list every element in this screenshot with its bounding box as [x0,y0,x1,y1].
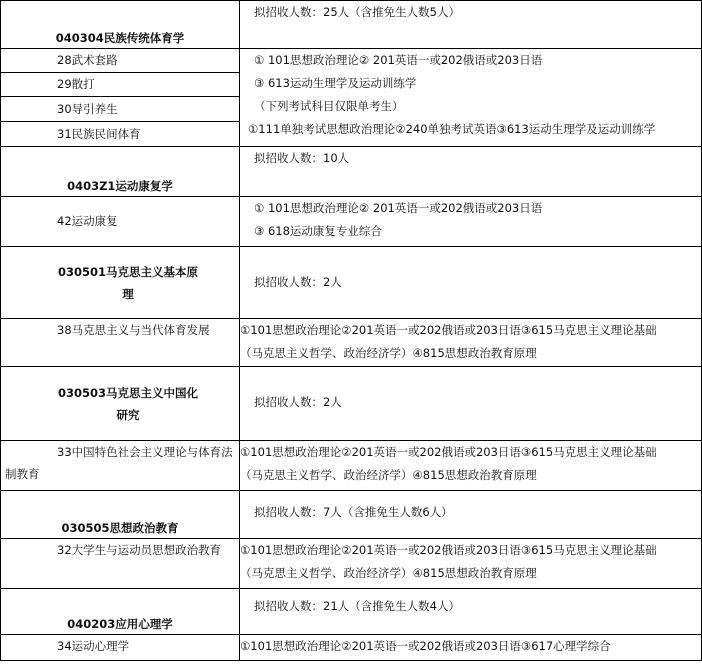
detail-row [1,441,702,491]
direction-item: 30导引养生 [1,97,239,122]
plan-text: 拟招收人数：25人（含推免生人数5人） [254,5,460,19]
major-row [1,147,702,197]
subject-line: ①101思想政治理论②201英语一或202俄语或203日语③615马克思主义理论基础 [240,543,657,557]
subject-line: ① 101思想政治理论② 201英语一或202俄语或203日语 [254,201,543,215]
major-name: 0403Z1运动康复学 [67,179,173,193]
subject-line: ①101思想政治理论②201英语一或202俄语或203日语③615马克思主义理论基础 [240,323,657,337]
direction-cell [1,319,240,367]
direction-item: 33中国特色社会主义理论与体育法制教育 [5,445,233,481]
subject-cell [240,539,702,589]
major-cell [1,589,240,635]
direction-cell [1,635,240,661]
direction-item: 31民族民间体育 [57,127,141,141]
direction-cell [1,197,240,247]
plan-text: 拟招收人数：10人 [254,151,350,165]
plan-cell [240,367,702,441]
major-cell [1,367,240,441]
subject-line: （马克思主义哲学、政治经济学）④815思想政治教育原理 [240,566,537,580]
major-name: 040304民族传统体育学 [55,31,185,45]
direction-cell [1,49,240,147]
subject-line: ① 101思想政治理论② 201英语一或202俄语或203日语 [254,53,543,67]
major-name: 030505思想政治教育 [61,521,179,535]
major-name: 030503马克思主义中国化研究 [57,385,198,422]
plan-text: 拟招收人数：21人（含推免生人数4人） [254,599,460,613]
direction-item: 28武术套路 [1,49,239,73]
subject-cell [240,49,702,147]
subject-line: ③ 618运动康复专业综合 [254,224,382,238]
subject-line: （马克思主义哲学、政治经济学）④815思想政治教育原理 [240,346,537,360]
subject-cell [240,197,702,247]
direction-item: 34运动心理学 [57,639,130,653]
major-name: 040203应用心理学 [67,617,173,631]
subject-line: ①101思想政治理论②201英语一或202俄语或203日语③615马克思主义理论基础 [240,445,657,459]
subject-cell [240,319,702,367]
direction-cell [1,539,240,589]
detail-row [1,319,702,367]
plan-text: 拟招收人数：7人（含推免生人数6人） [254,505,453,519]
plan-cell [240,589,702,635]
subject-line: ①101思想政治理论②201英语一或202俄语或203日语③617心理学综合 [240,639,611,653]
subject-cell [240,441,702,491]
subject-line: （马克思主义哲学、政治经济学）④815思想政治教育原理 [240,468,537,482]
plan-cell [240,247,702,319]
major-row [1,367,702,441]
direction-item: 42运动康复 [57,214,118,228]
subject-line: ①111单独考试思想政治理论②240单独考试英语③613运动生理学及运动训练学 [248,122,656,136]
plan-cell [240,147,702,197]
direction-item: 38马克思主义与当代体育发展 [57,323,210,337]
major-cell [1,1,240,49]
detail-row [1,539,702,589]
direction-item: 32大学生与运动员思想政治教育 [57,543,222,557]
major-row [1,247,702,319]
major-row [1,589,702,635]
detail-row [1,635,702,661]
subject-line: ③ 613运动生理学及运动训练学 [254,76,417,90]
major-row [1,1,702,49]
plan-cell [240,491,702,539]
major-cell [1,247,240,319]
major-cell [1,491,240,539]
detail-row [1,197,702,247]
major-row [1,491,702,539]
subject-line: （下列考试科目仅限单考生） [254,99,404,113]
subject-cell [240,635,702,661]
direction-cell [1,441,240,491]
plan-text: 拟招收人数：2人 [254,275,342,289]
plan-cell [240,1,702,49]
detail-row [1,49,702,147]
major-name: 030501马克思主义基本原理 [57,264,198,301]
direction-item: 29散打 [1,73,239,97]
major-cell [1,147,240,197]
plan-text: 拟招收人数：2人 [254,395,342,409]
